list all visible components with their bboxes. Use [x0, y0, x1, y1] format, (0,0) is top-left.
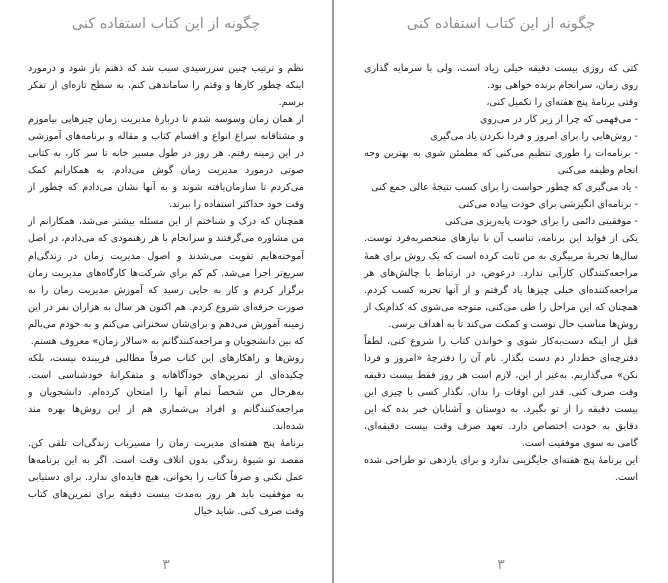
paragraph: قبل از اینکه دست‌به‌کار شوی و خواندن کتاب را شروع کنی، لطفاً دفترچه‌ای خط‌دار دم دست بگذار. نام آن را دفترچهٔ «امروز و فردا نکن» می‌گذاریم. به‌غیر از این، لازم است هر روز فقط بیست دقیقه وقت صرف کنی. قدر این اوقات را بدان. نگذار کسی یا چیزی این بیست دقیقه را از تو بگیرد. به دوستان و آشنایان خبر بده که این دقایق به خودت اختصاص دارد. تعهد صرف وقت بیست دقیقه‌ای، گامی به سوی موفقیت است.: [364, 335, 638, 450]
right-page: [334, 0, 668, 583]
paragraph: کتی که روزی بیست دقیقه خیلی زیاد است، ولی با سرمایه گذاری روی زمان، سرانجام برنده خواهی بود.: [364, 63, 638, 92]
list-item: - برنامه‌ای انگیزشی برای خودت پیاده می‌کنی: [458, 199, 638, 211]
paragraph: نظم و ترتیب چنین سررسیدی سبب شد که ذهنم باز شود و درمورد اینکه چطور کارها و وقتم را ساماندهی کنم، به سطح تازه‌ای از تفکر برسم.: [28, 63, 304, 109]
page-number: ٣: [162, 557, 170, 573]
page-number: ٣: [497, 557, 505, 573]
paragraph: این برنامهٔ پنج هفته‌ای جایگزینی ندارد و برای یازدهی تو طراحی شده است.: [364, 455, 638, 484]
page-title: چگونه از این کتاب استفاده کنی: [406, 16, 596, 32]
list-item: - یاد می‌گیری که چطور حواست را برای کسب نتیجهٔ عالی جمع کنی: [371, 182, 638, 194]
list-item: - روش‌هایی را برای امروز و فردا نکردن یاد می‌گیری: [430, 131, 638, 143]
page-body: [28, 60, 304, 520]
paragraph: روش‌ها و راهکارهای این کتاب صرفاً مطالبی فریبنده نیست، بلکه چکیده‌ای از تمرین‌های خودآگاهانه و متفکرانهٔ خودشناسی است. به‌هرحال من شخصاً تمام آنها را امتحان کرده‌ام. دانشجویان و مراجعه‌کنندگانم و افراد بی‌شماری هم از این روش‌ها بهره مند شده‌اند.: [28, 352, 304, 432]
list-item: - می‌فهمی که چرا از زیر کار در می‌روی: [480, 114, 638, 126]
page-title: چگونه از این کتاب استفاده کنی: [71, 16, 261, 32]
left-page: [0, 0, 332, 583]
paragraph: از همان زمان وسوسه شدم تا دربارهٔ مدیریت زمان چیزهایی بیاموزم و مشتاقانه سراغ انواع و اقسام کتاب و مقاله و برنامه‌های آموزشی در این زمینه رفتم. هر روز در طول مسیر خانه تا سر کار، به کتابی صوتی درمورد مدیریت زمان گوش می‌دادم. به همکارانم کمک می‌کردم تا سازمان‌یافته شوند و به آنها نشان می‌دادم که چطور از وقت خود حداکثر استفاده را ببرند.: [28, 114, 304, 211]
paragraph: همچنان که درک و شناختم از این مسئله بیشتر می‌شد، همکارانم از من مشاوره می‌گرفتند و سرانجام با هر رهنمودی که می‌دادم، در اصل آموخته‌هایم تقویت می‌شدند و اصول مدیریت زمان در زندگی‌ام سریع‌تر اجرا می‌شد. کم کم برای شرکت‌ها کارگاه‌های مدیریت زمان برگزار کردم و کار به جایی رسید که آموزش مدیریت زمان را به صورت حرفه‌ای شروع کردم. هم اکنون هر سال به هزاران نفر در این زمینه آموزش می‌دهم و برای‌شان سخنرانی می‌کنم و به خودم می‌بالم که بین دانشجویان و مراجعه‌کنندگانم به «سالار زمان» معروف هستم.: [28, 216, 304, 347]
paragraph: وقتی برنامهٔ پنج هفته‌ای را تکمیل کنی،: [486, 97, 638, 109]
paragraph: یکی از فواید این برنامه، تناسب آن با نیازهای منحصربه‌فرد توست. سال‌ها تجربهٔ مربیگری به من ثابت کرده است که یک روش برای همهٔ مراجعه‌کنندگان کارآیی ندارد. درعوض، در ارتباط با چالش‌های هر مراجعه‌کننده‌ای خیلی چیزها یاد گرفتم و از آنها تجربه کسب کردم. همچنان که این مراحل را طی می‌کنی، متوجه می‌شوی که کدام‌یک از روش‌ها مناسب حال توست و کمکت می‌کند تا به اهداف برسی.: [364, 233, 638, 330]
page-body: [364, 60, 638, 486]
paragraph: برنامهٔ پنج هفته‌ای مدیریت زمان را مسیرباب زندگی‌ات تلقی کن. مقصد تو شیوهٔ زندگی بدون اتلاف وقت است. اگر به این برنامه‌ها عمل نکنی و صرفاً کتاب را بخوانی، هیچ فایده‌ای ندارد. برای دستیابی به موفقیت باید هر روز به‌مدت بیست دقیقه برای تمرین‌های کتاب وقت صرف کنی. شاید خیال: [28, 438, 304, 518]
list-item: - برنامه‌ات را طوری تنظیم می‌کنی که مطمئن شوی به بهترین وجه انجام وظیفه می‌کنی: [364, 148, 638, 177]
list-item: - موفقیتی دائمی را برای خودت پایه‌ریزی می‌کنی: [444, 216, 638, 228]
